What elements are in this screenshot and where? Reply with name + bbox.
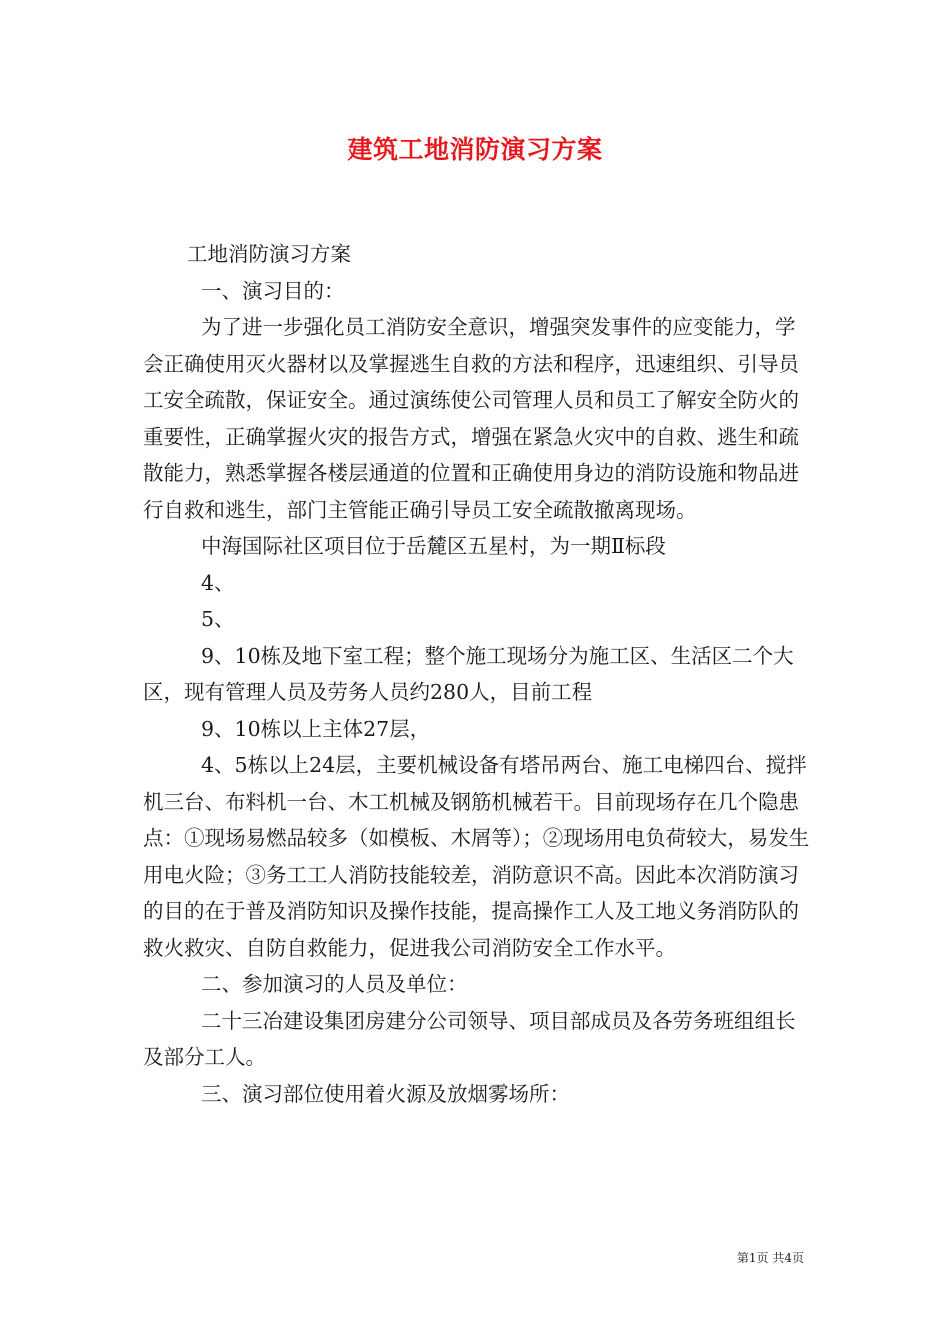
- document-body: [143, 236, 813, 1112]
- page-number-footer: 第1页 共4页: [736, 1251, 804, 1265]
- paragraph-item-4: 4、: [201, 570, 235, 595]
- section-heading-locations: 三、演习部位使用着火源及放烟雾场所：: [201, 1081, 570, 1106]
- paragraph-hazards: 4、5栋以上24层，主要机械设备有塔吊两台、施工电梯四台、搅拌机三台、布料机一台、木工机械及钢筋机械若干。目前现场存在几个隐患点：①现场易燃品较多（如模板、木屑等）；②现场用电负荷较大，易发生用电火险；③务工工人消防技能较差，消防意识不高。因此本次消防演习的目的在于普及消防知识及操作技能，提高操作工人及工地义务消防队的救火救灾、自防自救能力，促进我公司消防安全工作水平。: [143, 753, 810, 960]
- paragraph-heading: 工地消防演习方案: [187, 242, 351, 266]
- paragraph-item-5: 5、: [201, 607, 235, 631]
- paragraph-site-overview: 9、10栋及地下室工程；整个施工现场分为施工区、生活区二个大区，现有管理人员及劳务人员约280人，目前工程: [143, 643, 794, 704]
- paragraph-purpose: 为了进一步强化员工消防安全意识，增强突发事件的应变能力，学会正确使用灭火器材以及掌握逃生自救的方法和程序，迅速组织、引导员工安全疏散，保证安全。通过演练使公司管理人员和员工了解安全防火的重要性，正确掌握火灾的报告方式，增强在紧急火灾中的自救、逃生和疏散能力，熟悉掌握各楼层通道的位置和正确使用身边的消防设施和物品进行自救和逃生，部门主管能正确引导员工安全疏散撤离现场。: [143, 315, 799, 522]
- section-heading-purpose: 一、演习目的：: [201, 278, 345, 303]
- section-heading-participants: 二、参加演习的人员及单位：: [201, 972, 468, 996]
- document-title: 建筑工地消防演习方案: [347, 135, 603, 164]
- paragraph-project-location: 中海国际社区项目位于岳麓区五星村，为一期Ⅱ标段: [201, 534, 666, 558]
- paragraph-building-9-10: 9、10栋以上主体27层，: [201, 716, 431, 741]
- paragraph-participants: 二十三冶建设集团房建分公司领导、项目部成员及各劳务班组组长及部分工人。: [143, 1008, 796, 1069]
